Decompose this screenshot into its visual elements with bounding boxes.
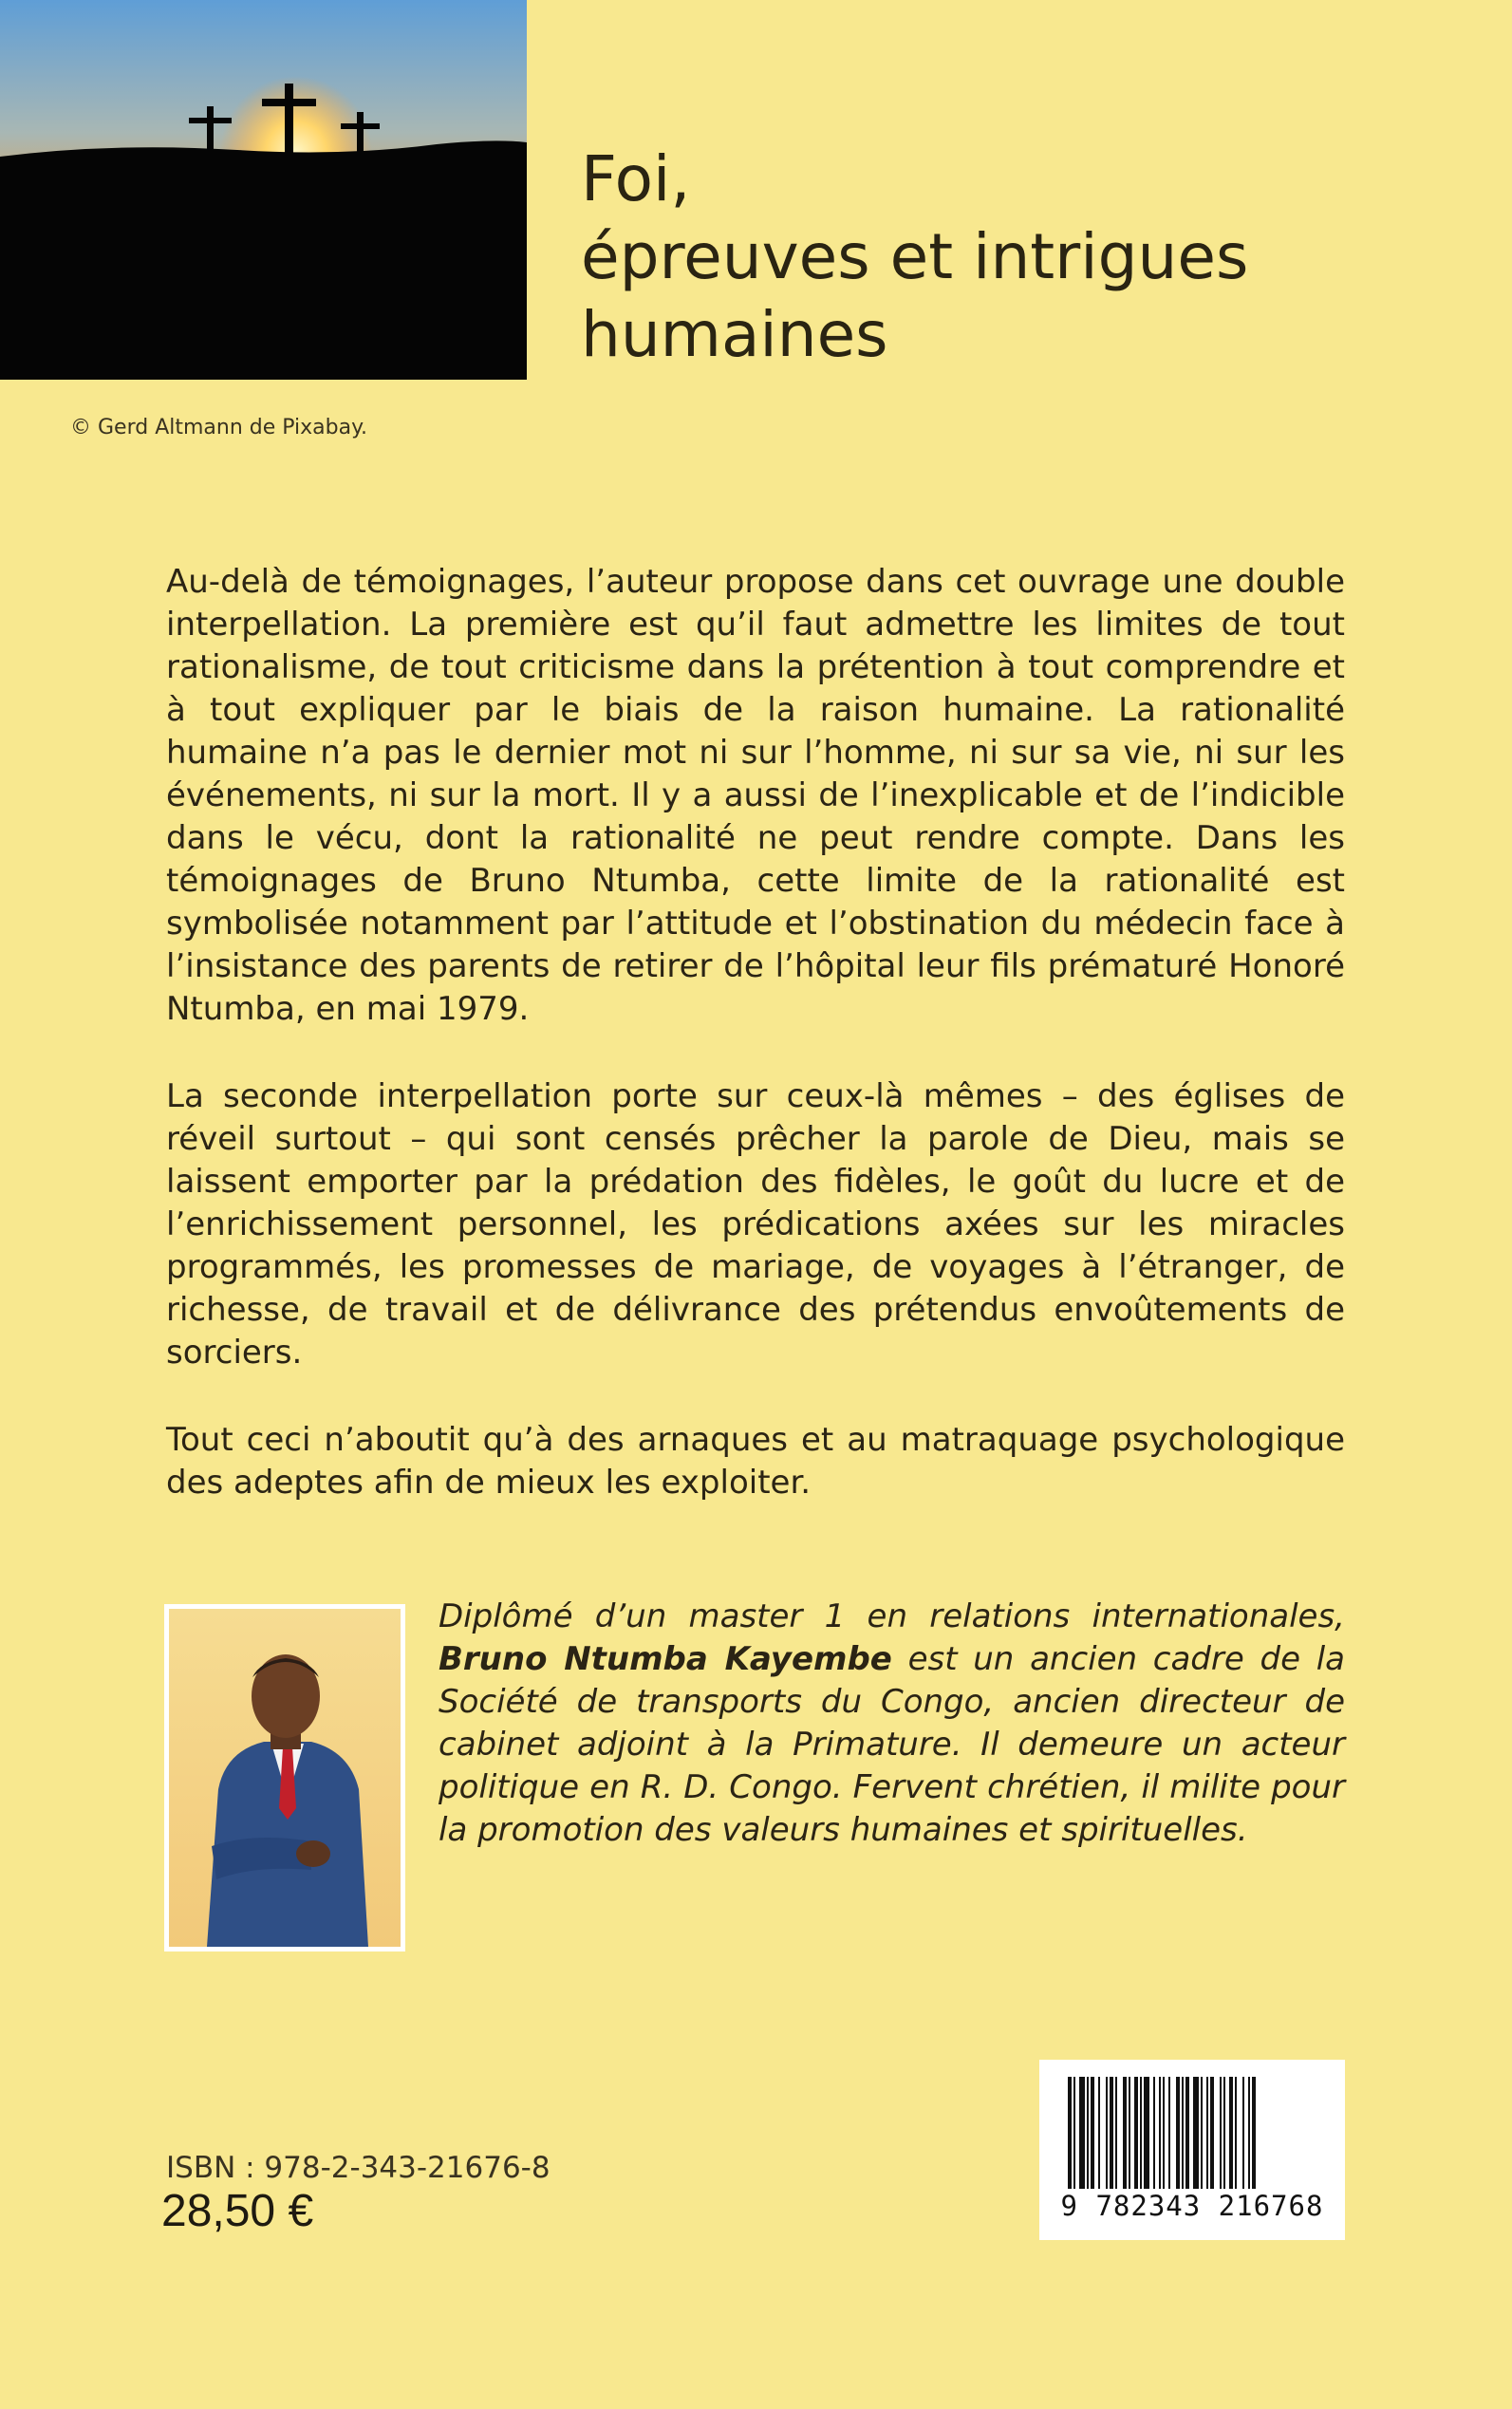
title-line-1: Foi, — [581, 142, 691, 215]
photo-credit: © Gerd Altmann de Pixabay. — [70, 416, 367, 439]
cover-photo-crosses-sunset — [0, 0, 527, 380]
book-title — [581, 140, 1248, 374]
isbn: ISBN : 978-2-343-21676-8 — [166, 2151, 551, 2185]
price: 28,50 € — [161, 2186, 314, 2236]
summary-paragraph-3: Tout ceci n’aboutit qu’à des arnaques et au matraquage psychologique des adeptes afin de mieux les exploiter. — [166, 1421, 1345, 1502]
author-bio — [439, 1596, 1345, 1852]
author-bio-intro: Diplômé d’un master 1 en relations internationales, — [439, 1597, 1345, 1635]
title-line-3: humaines — [581, 298, 888, 371]
barcode-bars — [1068, 2077, 1316, 2189]
author-bio-rest: est un ancien cadre de la Société de transports du Congo, ancien directeur de cabinet adjoint à la Primature. Il demeure un acteur politique en R. D. Congo. Fervent chrétien, il milite pour la promotion des valeurs humaines et spirituelles. — [439, 1640, 1345, 1849]
barcode — [1039, 2060, 1345, 2240]
summary-paragraph-1: Au-delà de témoignages, l’auteur propose dans cet ouvrage une double interpellation. La première est qu’il faut admettre les limites de tout rationalisme, de tout criticisme dans la prétention à tout comprendre et à tout expliquer par le biais de la raison humaine. La rationalité humaine n’a pas le dernier mot ni sur l’homme, ni sur sa vie, ni sur les événements, ni sur la mort. Il y a aussi de l’inexplicable et de l’indicible dans le vécu, dont la rationalité ne peut rendre compte. Dans les témoignages de Bruno Ntumba, cette limite de la rationalité est symbolisée notamment par l’attitude et l’obstination du médecin face à l’insistance des parents de retirer de l’hôpital leur fils prématuré Honoré Ntumba, en mai 1979. — [166, 563, 1345, 1028]
book-summary — [166, 561, 1345, 1549]
barcode-digits: 9 782343 216768 — [1060, 2190, 1324, 2222]
summary-paragraph-2: La seconde interpellation porte sur ceux-là mêmes – des églises de réveil surtout – qui sont censés prêcher la parole de Dieu, mais se laissent emporter par la prédation des fidèles, le goût du lucre et de l’enrichissement personnel, les prédications axées sur les miracles programmés, les promesses de mariage, de voyages à l’étranger, de richesse, de travail et de délivrance des prétendus envoûtements de sorciers. — [166, 1077, 1345, 1372]
title-line-2: épreuves et intrigues — [581, 220, 1249, 293]
author-photo — [164, 1604, 405, 1951]
author-name: Bruno Ntumba Kayembe — [439, 1640, 892, 1678]
